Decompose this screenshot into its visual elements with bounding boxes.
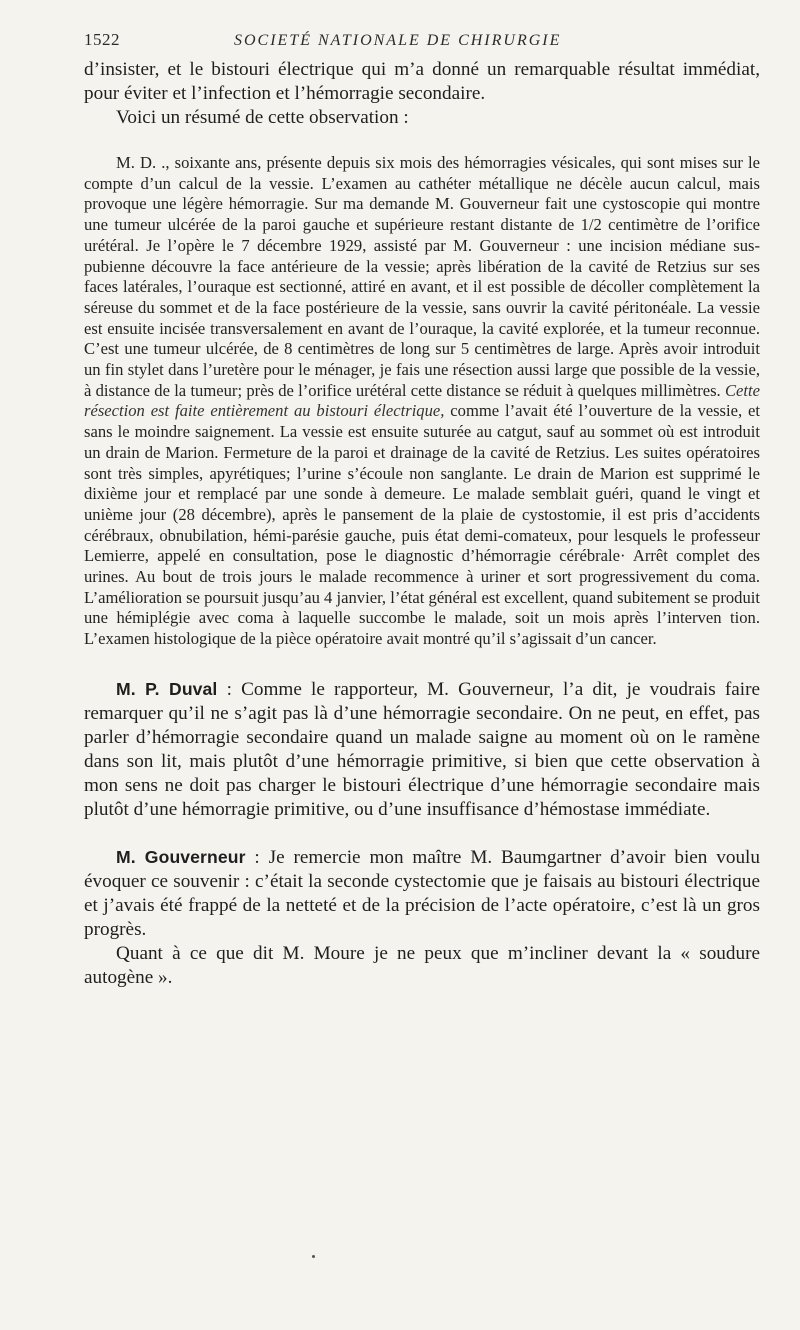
speaker-duval: M. P. Duval (116, 678, 218, 699)
observation-lead-in: Voici un résumé de cette observation : (116, 107, 409, 128)
observation-text-first: M. D. ., soixante ans, présente depuis six mois des hémorragies vésicales, qui sont mises sur le compte d’un calcul de la vessie. L’examen au cathéter métallique ne décèle aucun calcul, mais provoque une légère hémorragie. Sur ma demande M. Gouverneur fait une cystoscopie qui montre une tumeur ulcérée de la paroi gauche et supérieure restant distante de 1/2 centimètre de l’orifice urétéral. Je l’opère le 7 décembre 1929, assisté par M. Gouverneur : une incision médiane sus-pubienne découvre la face antérieure de la vessie; après libération de la cavité de Retzius sur ses faces latérales, l’ouraque est sectionné, attiré en avant, et il est possible de décoller complètement la séreuse du sommet et de la face postérieure de la vessie, sans ouvrir la cavité péritonéale. La vessie est ensuite incisée transversalement en avant de l’ouraque, la cavité explorée, et la tumeur reconnue. C’est une tumeur ulcérée, de 8 centimètres de long sur 5 centimètres de large. Après avoir introduit un fin stylet dans l’uretère pour le ménager, je fais une résection aussi large que possible de la vessie, à distance de la tumeur; près de l’orifice urétéral cette distance se réduit à quelques millimètres. (84, 153, 760, 400)
page-header (84, 30, 760, 58)
observation-emphasis: Cette résection est faite entièrement au bistouri électrique, (84, 380, 760, 421)
introduction-paragraph: d’insister, et le bistouri électrique qui m’a donné un remarquable résultat immédiat, pour éviter et l’infection et l’hémorragie secondaire. (84, 59, 760, 104)
duval-remark-text: : Comme le rapporteur, M. Gouverneur, l’a dit, je voudrais faire remarquer qu’il ne s’agit pas là d’une hémorragie secondaire. On ne peut, en effet, pas parler d’hémorragie secondaire quand un malade saigne au moment où on le ramène dans son lit, mais plutôt d’une hémorragie primitive, si bien que cette observation à mon sens ne doit pas charger le bistouri électrique d’une hémorragie secondaire mais plutôt d’une hémorragie primitive, ou d’une insuffisance d’hémostase immédiate. (84, 678, 760, 820)
clinical-observation (84, 153, 760, 650)
gouverneur-response (84, 845, 760, 990)
page-number: 1522 (84, 30, 120, 49)
closing-paragraph: Quant à ce que dit M. Moure je ne peux que m’incliner devant la « soudure autogène ». (84, 942, 760, 988)
speaker-gouverneur: M. Gouverneur (116, 846, 246, 867)
running-title: SOCIETÉ NATIONALE DE CHIRURGIE (234, 32, 562, 49)
printer-mark-icon (312, 1255, 315, 1258)
duval-remark (84, 677, 760, 822)
gouverneur-paragraph (84, 845, 760, 942)
document-page (84, 30, 760, 990)
gouverneur-remark-text: : Je remercie mon maître M. Baumgartner d’avoir bien voulu évoquer ce souvenir : c’était la seconde cystectomie que je faisais au bistouri électrique et j’avais été frappé de la netteté et de la précision de l’acte opératoire, c’est là un gros progrès. (84, 846, 760, 940)
introduction (84, 58, 760, 130)
observation-text-second: comme l’avait été l’ouverture de la vessie, et sans le moindre saignement. La vessie est ensuite suturée au catgut, sauf au sommet où est introduit un drain de Marion. Fermeture de la paroi et drainage de la cavité de Retzius. Les suites opératoires sont très simples, apyrétiques; l’urine s’écoule non sanglante. Le drain de Marion est supprimé le dixième jour et remplacé par une sonde à demeure. Le malade semblait guéri, quand le vingt et unième jour (28 décembre), après le pansement de la plaie de cystostomie, il est pris d’accidents cérébraux, obnubilation, hémi-parésie gauche, puis état demi-comateux, pour lesquels le professeur Lemierre, appelé en consultation, pose le diagnostic d’hémorragie cérébrale· Arrêt complet des urines. Au bout de trois jours le malade recommence à uriner et sort progressivement du coma. L’amélioration se poursuit jusqu’au 4 janvier, l’état général est excellent, quand subitement se produit une hémiplégie avec coma à laquelle succombe le malade, soit un mois après l’interven tion. L’examen histologique de la pièce opératoire avait montré qu’il s’agissait d’un cancer. (84, 401, 760, 649)
